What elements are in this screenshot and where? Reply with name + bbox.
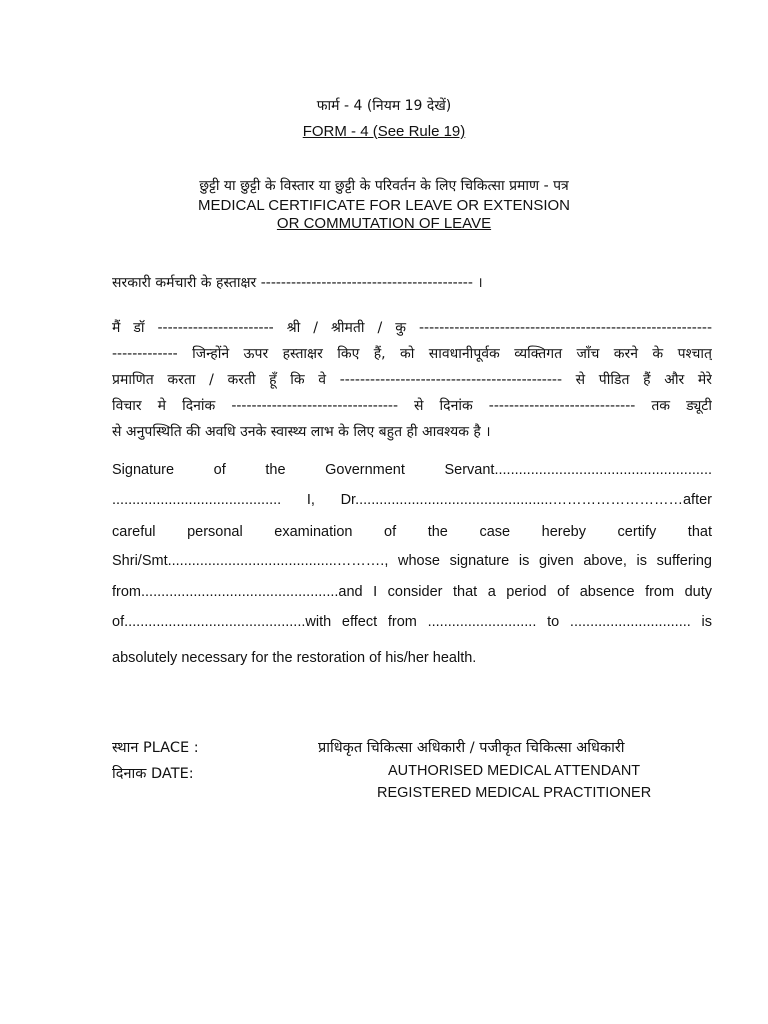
officer-title-english-2: REGISTERED MEDICAL PRACTITIONER [377,785,652,801]
hindi-para-line: विचार मे दिनांक --------------------------------- से दिनांक ----------------------------- तक ड्यूटी [112,398,712,414]
english-para-line: Shri/Smt..........................................………., whose signature is given above, is suffering [112,553,712,569]
title-english-line1: MEDICAL CERTIFICATE FOR LEAVE OR EXTENSION [197,197,570,214]
place-label: स्थान PLACE : [112,740,199,756]
hindi-para-line: मैं डॉ ----------------------- श्री / श्रीमती / कु ---------------------------------------------------------- [112,320,712,336]
hindi-para-line: प्रमाणित करता / करती हूँ कि वे -------------------------------------------- से पीडित हैं और मेरे [112,372,712,388]
date-label: दिनाक DATE: [112,766,194,782]
hindi-para-line: से अनुपस्थिति की अवधि उनके स्वास्थ्य लाभ के लिए बहुत ही आवश्यक है । [112,424,491,440]
english-para-line: careful personal examination of the case hereby certify that [112,524,712,540]
english-para-line: .......................................... I, Dr.................................................………………………after [112,492,712,508]
hindi-signature-line: सरकारी कर्मचारी के हस्ताक्षर ------------------------------------------ । [112,275,483,291]
english-para-line: Signature of the Government Servant...................................................... [112,462,712,478]
form-number-english-text: FORM - 4 (See Rule 19) [302,123,466,140]
english-para-line: absolutely necessary for the restoration of his/her health. [112,650,477,666]
title-english-line2 [0,215,768,232]
title-hindi: छुट्टी या छुट्टी के विस्तार या छुट्टी के परिवर्तन के लिए चिकित्सा प्रमाण - पत्र [199,178,569,194]
officer-title-hindi: प्राधिकृत चिकित्सा अधिकारी / पजीकृत चिकित्सा अधिकारी [318,740,625,756]
form-number-hindi: फार्म - 4 (नियम 19 देखें) [316,98,452,114]
english-para-line: from.................................................and I consider that a period of absence from duty [112,584,712,600]
english-para-line: of.............................................with effect from ........................... to .............................. is [112,614,712,630]
title-english-line2-text: OR COMMUTATION OF LEAVE [276,215,492,232]
hindi-para-line: ------------- जिन्होंने ऊपर हस्ताक्षर किए हैं, को सावधानीपूर्वक व्यक्तिगत जाँच करने के पश्चात् [112,346,712,362]
officer-title-english-1: AUTHORISED MEDICAL ATTENDANT [388,763,641,779]
form-number-english [0,123,768,140]
